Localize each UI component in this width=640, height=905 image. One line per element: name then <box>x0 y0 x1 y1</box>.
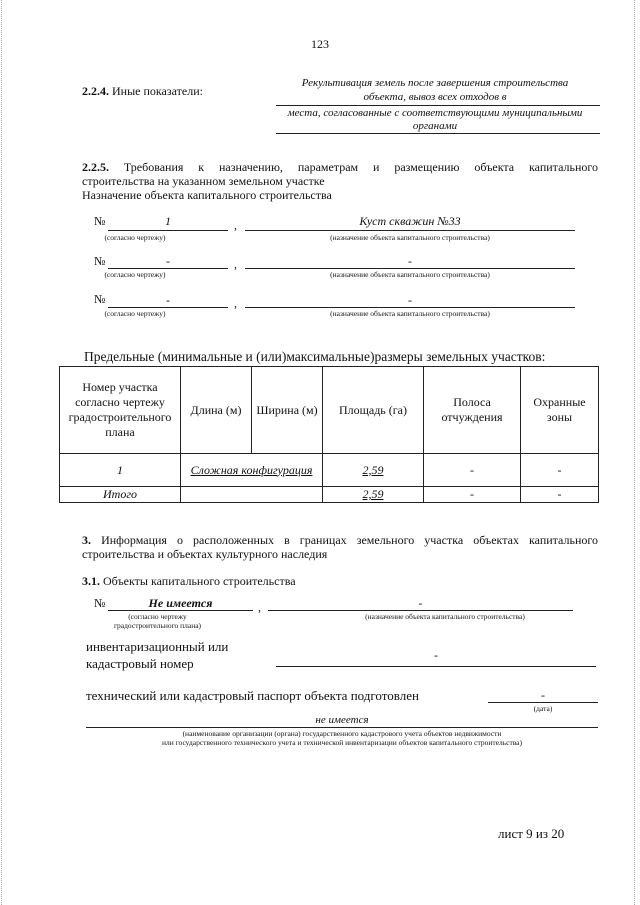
existing-object-number: Не имеется <box>148 596 213 610</box>
cell-value: 2,59 <box>362 462 384 477</box>
object-number: - <box>166 293 170 307</box>
cell-zones: - <box>521 454 599 487</box>
inventory-number-label <box>86 638 228 672</box>
table-total-row <box>60 487 599 503</box>
underline <box>245 230 575 231</box>
caption: (дата) <box>533 704 553 713</box>
underline <box>108 610 253 611</box>
section-2-2-4 <box>82 84 203 99</box>
object-number: 1 <box>165 214 171 228</box>
underline <box>245 268 575 269</box>
header-area: Площадь (га) <box>323 367 424 454</box>
cell-total-label: Итого <box>60 487 181 503</box>
caption: (наименование организации (органа) государственного кадастрового учета объектов недвижимости <box>182 729 502 738</box>
header-width: Ширина (м) <box>252 367 323 454</box>
cell-total-strip: - <box>424 487 521 503</box>
underline <box>108 268 228 269</box>
table-header-row <box>60 367 599 454</box>
caption: (назначение объекта капитального строительства) <box>330 233 490 242</box>
section-3-line-1 <box>82 533 598 548</box>
section-3-line-2: строительства и объектах культурного наследия <box>82 547 328 561</box>
caption: (согласно чертежу) <box>104 309 166 318</box>
comma: , <box>258 600 261 614</box>
underline <box>276 133 600 134</box>
header-strip: Полоса отчуждения <box>424 367 521 454</box>
cell-value: 2,59 <box>362 487 384 501</box>
label-line: кадастровый номер <box>86 656 194 671</box>
caption: градостроительного плана) <box>113 621 202 630</box>
caption: (согласно чертежу <box>128 612 187 621</box>
registration-organization: не имеется <box>315 714 369 726</box>
caption: или государственного технического учета и технической инвентаризации объектов капитального строительства) <box>161 738 522 747</box>
caption: (назначение объекта капитального строительства) <box>365 612 525 621</box>
section-text: Информация о расположенных в границах земельного участка объектах капитального <box>101 533 598 547</box>
cell-total-zones: - <box>521 487 599 503</box>
comma: , <box>234 218 237 232</box>
date-value: - <box>541 688 545 702</box>
header-plot-number: Номер участка согласно чертежу градостроительного плана <box>60 367 181 454</box>
caption: (назначение объекта капитального строительства) <box>330 270 490 279</box>
cell-area <box>323 454 424 487</box>
underline <box>86 727 598 728</box>
object-purpose: - <box>408 293 412 307</box>
page-number: 123 <box>311 37 329 51</box>
right-binding-edge <box>634 0 638 905</box>
table-row <box>60 454 599 487</box>
cell-empty <box>181 487 323 503</box>
sizes-title: Предельные (минимальные и (или)максимальные)размеры земельных участков: <box>84 349 546 364</box>
number-sign: № <box>94 214 106 228</box>
section-3-1 <box>82 574 296 589</box>
header-zones: Охранные зоны <box>521 367 599 454</box>
underline <box>276 105 600 106</box>
cell-plot-number: 1 <box>60 454 181 487</box>
other-indicators-line-4: органами <box>412 120 458 132</box>
number-sign: № <box>94 596 106 610</box>
left-binding-edge <box>1 0 5 905</box>
caption: (назначение объекта капитального строительства) <box>330 309 490 318</box>
cell-total-area <box>323 487 424 503</box>
object-purpose: Куст скважин №33 <box>359 214 461 228</box>
underline <box>268 610 573 611</box>
object-number: - <box>166 254 170 268</box>
section-text: Требования к назначению, параметрам и размещению объекта капитального <box>123 160 599 174</box>
section-number: 3.1. <box>82 574 100 588</box>
sizes-table <box>59 366 599 503</box>
header-length: Длина (м) <box>181 367 252 454</box>
section-number: 3. <box>82 533 91 547</box>
section-number: 2.2.4. <box>82 84 109 98</box>
section-2-2-5-line-3: Назначение объекта капитального строительства <box>82 188 332 202</box>
comma: , <box>234 257 237 271</box>
section-2-2-5-line-1 <box>82 160 598 175</box>
section-number: 2.2.5. <box>82 160 109 174</box>
number-sign: № <box>94 292 106 306</box>
other-indicators-line-2: объекта, вывоз всех отходов в <box>363 91 507 103</box>
number-sign: № <box>94 254 106 268</box>
cell-strip: - <box>424 454 521 487</box>
label-line: инвентаризационный или <box>86 639 229 654</box>
section-label: Иные показатели: <box>112 84 203 98</box>
underline <box>276 666 596 667</box>
existing-object-purpose: - <box>418 596 423 610</box>
object-purpose: - <box>408 254 412 268</box>
inventory-number-value: - <box>434 648 438 662</box>
section-label: Объекты капитального строительства <box>103 574 296 588</box>
comma: , <box>234 296 237 310</box>
cell-value: Сложная конфигурация <box>190 462 313 477</box>
underline <box>245 307 575 308</box>
caption: (согласно чертежу) <box>104 270 166 279</box>
underline <box>108 307 228 308</box>
caption: (согласно чертежу) <box>104 233 166 242</box>
section-2-2-5-line-2: строительства на указанном земельном участке <box>82 174 325 188</box>
other-indicators-line-1: Рекультивация земель после завершения строительства <box>301 77 569 89</box>
passport-label: технический или кадастровый паспорт объекта подготовлен <box>86 688 419 703</box>
cell-length-width <box>181 454 323 487</box>
other-indicators-line-3: места, согласованные с соответствующими муниципальными <box>287 107 583 119</box>
sheet-counter: лист 9 из 20 <box>498 826 565 841</box>
underline <box>108 230 228 231</box>
underline <box>488 702 598 703</box>
